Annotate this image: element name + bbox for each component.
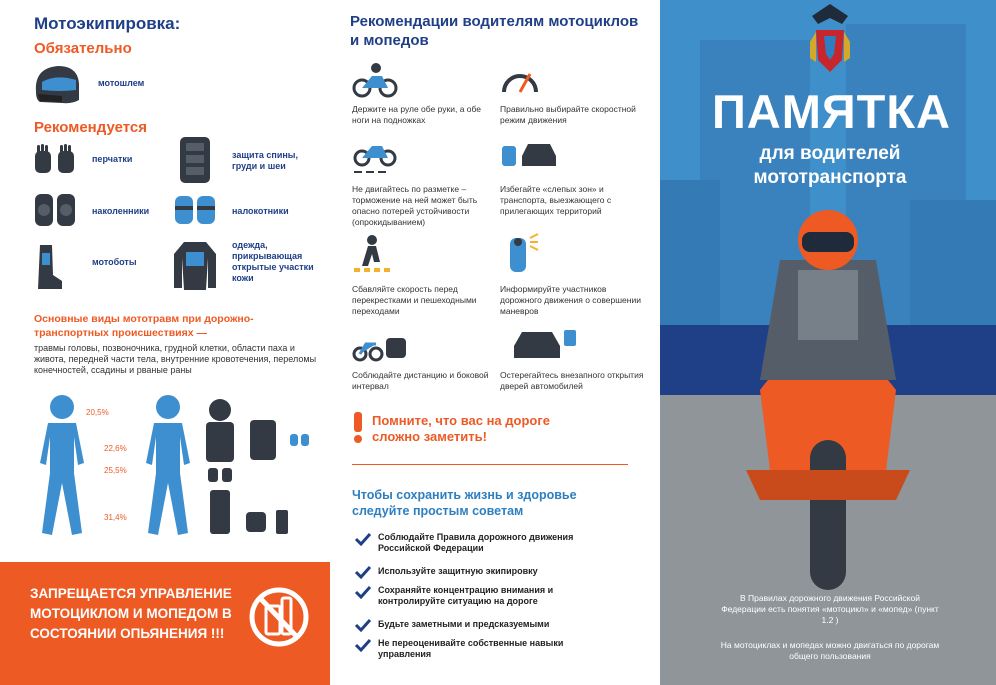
check-icon bbox=[354, 585, 372, 599]
gloves-icon bbox=[32, 143, 78, 177]
banner-text: ЗАПРЕЩАЕТСЯ УПРАВЛЕНИЕ МОТОЦИКЛОМ И МОПЕДОМ В СОСТОЯНИИ ОПЬЯНЕНИЯ !!! bbox=[30, 586, 232, 641]
equipment-set-icon bbox=[206, 398, 316, 538]
head-percent: 20,5% bbox=[86, 408, 109, 417]
abdomen-percent: 25,5% bbox=[104, 466, 127, 475]
recommendations-title: Рекомендации водителям мотоциклов и мопедов bbox=[350, 13, 639, 49]
advice-item bbox=[354, 565, 644, 581]
cover-note-definitions: В Правилах дорожного движения Российской Федерации есть понятия «мотоцикл» и «мопед» (пункт 1.2 ) bbox=[721, 593, 939, 625]
check-icon bbox=[354, 638, 372, 652]
equipment-panel bbox=[0, 0, 330, 685]
advice-text: Не переоценивайте собственные навыки управления bbox=[378, 638, 564, 659]
advice-heading: Чтобы сохранить жизнь и здоровье следуйте простым советам bbox=[352, 488, 577, 518]
advice-item bbox=[354, 618, 644, 634]
check-icon bbox=[354, 565, 372, 579]
tip-speed: Правильно выбирайте скоростной режим движения bbox=[500, 104, 636, 125]
helmet-label: мотошлем bbox=[98, 78, 145, 88]
knee-pads-label: наколенники bbox=[92, 206, 150, 216]
elbow-pads-label: налокотники bbox=[232, 206, 289, 216]
distance-icon bbox=[352, 330, 408, 362]
advice-item bbox=[354, 585, 644, 613]
equipment-title: Мотоэкипировка: bbox=[34, 14, 181, 33]
tip-doors: Остерегайтесь внезапного открытия дверей автомобилей bbox=[500, 370, 644, 391]
visibility-warning: Помните, что вас на дороге сложно заметить! bbox=[372, 413, 550, 444]
advice-item bbox=[354, 532, 644, 560]
crosswalk-icon bbox=[352, 234, 392, 274]
limbs-percent: 31,4% bbox=[104, 513, 127, 522]
advice-text: Используйте защитную экипировку bbox=[378, 566, 538, 576]
advice-text: Сохраняйте концентрацию внимания и контролируйте ситуацию на дороге bbox=[378, 585, 554, 606]
rider-figure-icon bbox=[138, 393, 198, 543]
injuries-text: травмы головы, позвоночника, грудной клетки, области паха и живота, передней части тела, внутренние кровотечения, переломы конечностей, ссадины и рваные раны bbox=[34, 343, 317, 375]
elbow-pads-icon bbox=[172, 192, 218, 228]
injury-figure-icon bbox=[32, 393, 92, 543]
cover-panel bbox=[660, 0, 996, 685]
check-icon bbox=[354, 618, 372, 632]
tip-intersections: Сбавляйте скорость перед перекрестками и пешеходными переходами bbox=[352, 284, 477, 316]
car-door-icon bbox=[512, 324, 580, 364]
tip-distance: Соблюдайте дистанцию и боковой интервал bbox=[352, 370, 489, 391]
knee-pads-icon bbox=[32, 190, 78, 230]
gloves-label: перчатки bbox=[92, 154, 133, 164]
tip-blind-spots: Избегайте «слепых зон» и транспорта, выезжающего с прилегающих территорий bbox=[500, 184, 612, 216]
blind-spot-icon bbox=[500, 136, 560, 172]
tip-markings: Не двигайтесь по разметке – торможение на ней может быть опасно потерей устойчивости (опрокидыванием) bbox=[352, 184, 478, 227]
advice-text: Будьте заметными и предсказуемыми bbox=[378, 619, 550, 629]
exclamation-icon bbox=[352, 412, 364, 444]
jacket-label: одежда, прикрывающая открытые участки кожи bbox=[232, 240, 314, 283]
boots-icon bbox=[34, 243, 64, 291]
helmet-icon bbox=[32, 62, 82, 106]
tip-hands: Держите на руле обе руки, а обе ноги на подножках bbox=[352, 104, 482, 125]
speedometer-icon bbox=[500, 62, 540, 98]
torso-percent: 22,6% bbox=[104, 444, 127, 453]
turn-signal-icon bbox=[500, 232, 540, 276]
advice-item bbox=[354, 638, 644, 666]
cover-note-roads: На мотоциклах и мопедах можно двигаться по дорогам общего пользования bbox=[720, 640, 940, 661]
back-protector-icon bbox=[172, 135, 218, 185]
road-marking-icon bbox=[352, 136, 398, 176]
required-heading: Обязательно bbox=[34, 40, 132, 57]
check-icon bbox=[354, 532, 372, 546]
cover-subtitle: для водителей мототранспорта bbox=[753, 143, 907, 188]
recommended-heading: Рекомендуется bbox=[34, 119, 147, 136]
police-emblem-icon bbox=[806, 2, 854, 78]
hands-on-handlebar-icon bbox=[352, 62, 398, 98]
jacket-icon bbox=[172, 238, 218, 292]
injuries-heading: Основные виды мототравм при дорожно-транспортных происшествиях — bbox=[34, 313, 254, 339]
no-drunk-driving-banner bbox=[0, 562, 330, 685]
advice-text: Соблюдайте Правила дорожного движения Российской Федерации bbox=[378, 532, 574, 553]
divider bbox=[352, 464, 628, 465]
back-protector-label: защита спины, груди и шеи bbox=[232, 150, 298, 171]
no-alcohol-icon bbox=[248, 584, 310, 650]
recommendations-panel bbox=[330, 0, 660, 685]
boots-label: мотоботы bbox=[92, 257, 137, 267]
cover-title: ПАМЯТКА bbox=[712, 85, 951, 138]
tip-signals: Информируйте участников дорожного движения о совершении маневров bbox=[500, 284, 641, 316]
